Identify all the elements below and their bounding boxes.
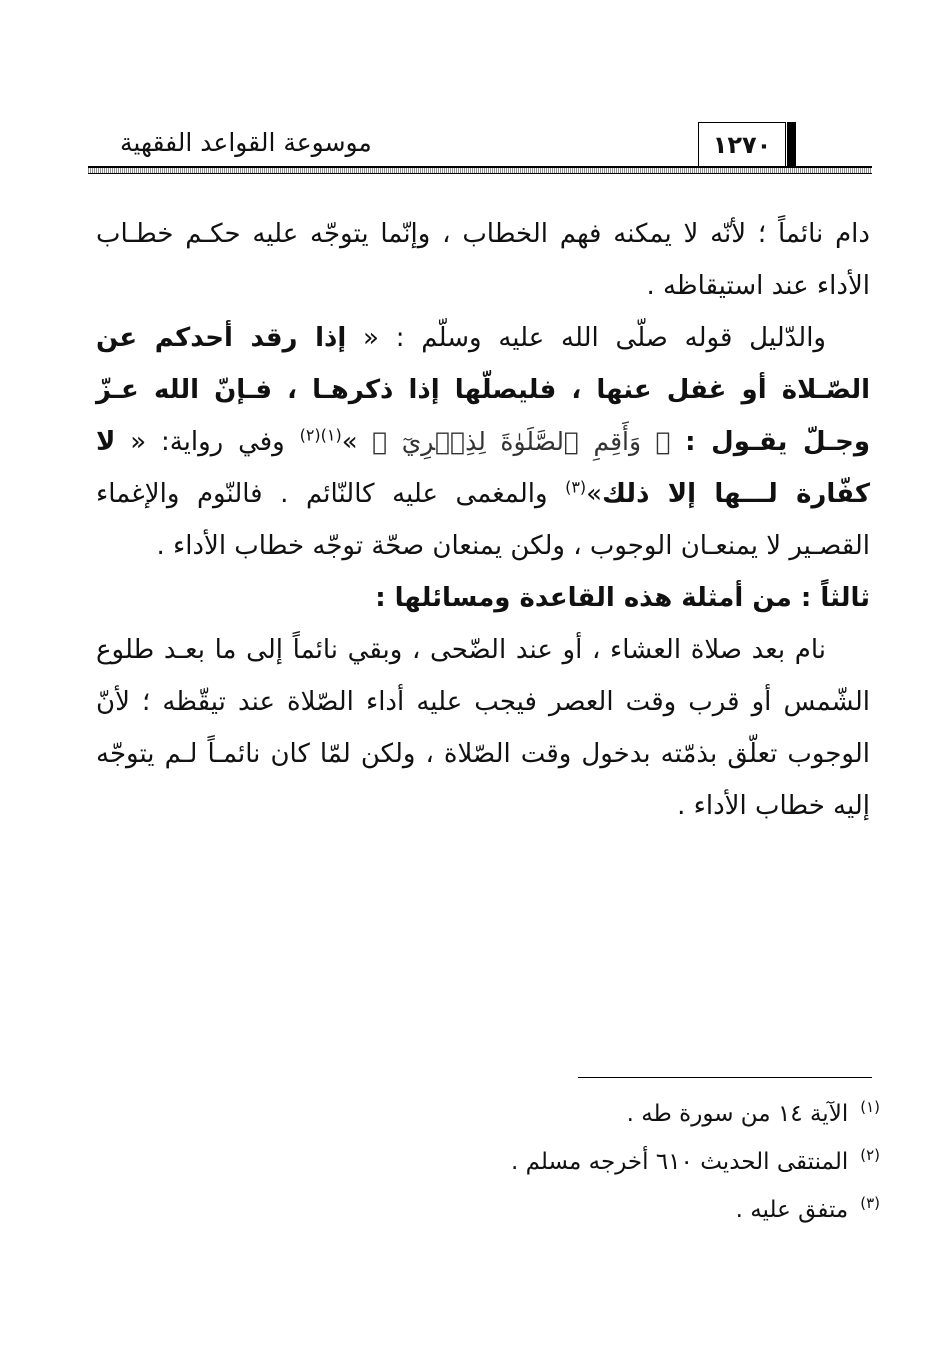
header-rule xyxy=(88,166,872,174)
footnote-number: (١) xyxy=(860,1098,880,1117)
section-heading: ثالثاً : من أمثلة هذه القاعدة ومسائلها : xyxy=(375,583,870,613)
p2-intro: والدّليل قوله صلّى الله عليه وسلّم : « xyxy=(346,323,826,353)
hadith-text-1: إذا رقد أحدكم عن الصّـلاة أو غفل عنها ، فليصلّها إذا ذكرهـا ، فـإنّ الله عـزّ وجـلّ يقـول : xyxy=(96,323,870,457)
footnote-2 xyxy=(300,1138,880,1186)
paragraph-1: دام نائماً ؛ لأنّه لا يمكنه فهم الخطاب ، وإنّما يتوجّه عليه حكـم خطـاب الأداء عند استيقاظه . xyxy=(96,219,870,301)
paragraph-2 xyxy=(96,312,870,572)
footnote-number: (٢) xyxy=(860,1146,880,1165)
p2-close-quote-2: » xyxy=(586,479,603,509)
footnotes xyxy=(300,1090,880,1234)
footnote-1 xyxy=(300,1090,880,1138)
paragraph-3: نام بعد صلاة العشاء ، أو عند الضّحى ، وبقي نائماً إلى ما بعـد طلوع الشّمس أو قرب وقت العصر فيجب عليه أداء الصّلاة عند تيقّظه ؛ لأنّ الوجوب تعلّق بذمّته بدخول وقت الصّلاة ، ولكن لمّا كان نائمـاً لـم يتوجّه إليه خطاب الأداء . xyxy=(96,635,870,821)
quran-verse: ﴿ وَأَقِمِ ٱلصَّلَوٰةَ لِذِكۡرِيٓ ﴾ xyxy=(357,427,686,456)
p2-riwaya: وفي رواية: « xyxy=(115,427,300,457)
p2-close-quote: » xyxy=(341,427,358,457)
running-title: موسوعة القواعد الفقهية xyxy=(120,128,372,157)
p2-rest: والمغمى عليه كالنّائم . فالنّوم والإغماء القصـير لا يمنعـان الوجوب ، ولكن يمنعان صحّة توجّه خطاب الأداء . xyxy=(96,479,870,561)
footnote-separator xyxy=(578,1077,872,1078)
footnote-ref-3: (٣) xyxy=(565,477,587,497)
footnote-text: الآية ١٤ من سورة طه . xyxy=(626,1101,849,1127)
page-number: ١٢٧٠ xyxy=(698,122,786,166)
hadith-text-2: لا كفّارة لـــها إلا ذلك xyxy=(96,427,870,509)
main-text xyxy=(96,208,870,832)
footnote-text: متفق عليه . xyxy=(735,1197,849,1223)
footnote-3 xyxy=(300,1186,880,1234)
footnote-text: المنتقى الحديث ٦١٠ أخرجه مسلم . xyxy=(510,1149,849,1175)
footnote-number: (٣) xyxy=(860,1194,880,1213)
footnote-ref-1-2: (١)(٢) xyxy=(299,425,342,445)
